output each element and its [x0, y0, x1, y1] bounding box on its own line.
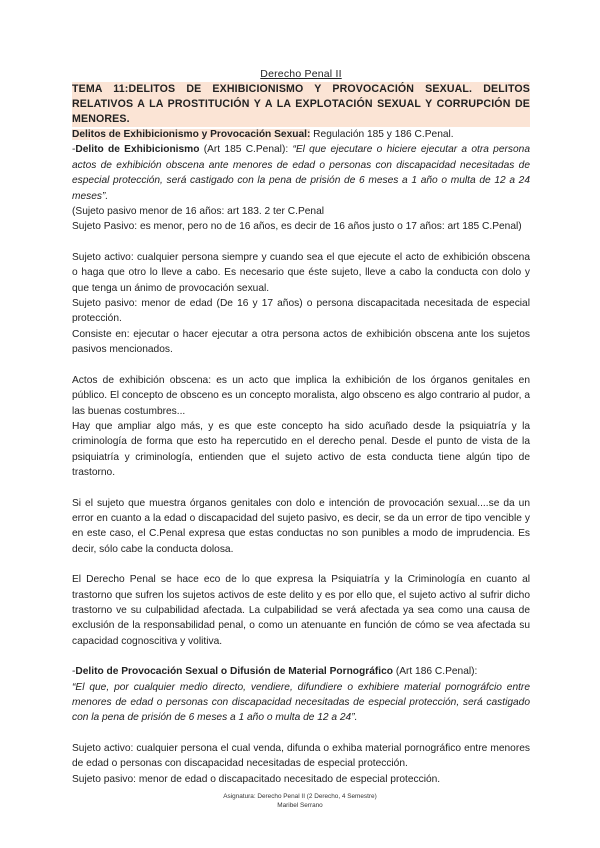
dash: -	[72, 666, 76, 678]
theme-title: TEMA 11:DELITOS DE EXHIBICIONISMO Y PROVOCACIÓN SEXUAL. DELITOS RELATIVOS A LA PROSTITUCIÓN Y A LA EXPLOTACIÓN SEXUAL Y CORRUPCIÓN DE MENORES.	[72, 83, 530, 125]
provocation-sujeto-activo: Sujeto activo: cualquier persona el cual venda, difunda o exhiba material pornográfico entre menores de edad o personas con discapacidad necesitadas de especial protección.	[72, 742, 530, 770]
footer-course: Asignatura: Derecho Penal II (2 Derecho, 4 Semestre)	[223, 793, 377, 800]
footer-author: Maribel Serrano	[277, 802, 323, 809]
exhibitionism-quote: “El que ejecutare o hiciere ejecutar a otra persona actos de exhibición obscena ante menores de edad o personas con discapacidad necesitadas de especial protección, será castigado con la pena de prisión de 6 meses a 1 año o multa de 12 a 24 meses”.	[72, 144, 530, 202]
exhibitionism-sujeto-activo: Sujeto activo: cualquier persona siempre y cuando sea el que ejecute el acto de exhibición obscena o haga que otro lo lleve a cabo. Es necesario que éste sujeto, lleve a cabo la conducta con dolo y que tenga un ánimo de provocación sexual.	[72, 251, 530, 294]
exhibitionism-article-ref: (Art 185 C.Penal):	[199, 144, 293, 156]
exhibitionism-derecho-penal: El Derecho Penal se hace eco de lo que expresa la Psiquiatría y la Criminología en cuanto al trastorno que sufren los sujetos activos de este delito y es por ello que, el sujeto activo al sufrir dicho trastorno ve su culpabilidad afectada. La culpabilidad se verá afectada ya sea como una causa de exclusión de la responsabilidad penal, o como un atenuante en función de cómo se vea afectada su capacidad cognoscitiva y volitiva.	[72, 574, 530, 647]
exhibitionism-heading: Delito de Exhibicionismo	[75, 144, 200, 156]
exhibitionism-sujeto-pasivo: Sujeto pasivo: menor de edad (De 16 y 17 años) o persona discapacitada necesitada de especial protección.	[72, 298, 530, 325]
provocation-heading: Delito de Provocación Sexual o Difusión de Material Pornográfico	[75, 666, 393, 678]
provocation-article-ref: (Art 186 C.Penal):	[392, 666, 478, 678]
page-header-title: Derecho Penal II	[260, 68, 342, 80]
provocation-quote: “El que, por cualquier medio directo, vendiere, difundiere o exhibiere material pornográfcio entre menores de edad o personas con discapacidad necesitadas de especial protección, será castigado con la pena de prisión de 6 meses a 1 año o multa de 12 a 24”.	[72, 681, 530, 724]
exhibitionism-article	[72, 142, 530, 204]
dash: -	[72, 144, 76, 156]
section-heading-rest: Regulación 185 y 186 C.Penal.	[310, 129, 454, 140]
exhibitionism-note-2: Sujeto Pasivo: es menor, pero no de 16 años, es decir de 16 años justo o 17 años: art 185 C.Penal)	[72, 221, 522, 233]
section-heading: Delitos de Exhibicionismo y Provocación Sexual:	[72, 129, 311, 140]
exhibitionism-si-el-sujeto: Si el sujeto que muestra órganos genitales con dolo e intención de provocación sexual....se da un error en cuanto a la edad o discapacidad del sujeto pasivo, es decir, se da un error de tipo vencible y en este caso, el C.Penal expresa que estas conductas no son punibles a modo de imprudencia. Es decir, sólo cabe la conducta dolosa.	[72, 497, 530, 555]
exhibitionism-hay-que: Hay que ampliar algo más, y es que este concepto ha sido acuñado desde la psiquiatría y la criminología de forma que esto ha repercutido en el derecho penal. Desde el punto de vista de la psiquiatría y criminología, entienden que el sujeto activo de esta conducta tiene algún tipo de trastorno.	[72, 420, 530, 479]
exhibitionism-actos: Actos de exhibición obscena: es un acto que implica la exhibición de los órganos genitales en público. El concepto de obsceno es un concepto moralista, algo obsceno es algo contrario al pudor, a las buenas costumbres...	[72, 374, 530, 417]
exhibitionism-note-1: (Sujeto pasivo menor de 16 años: art 183. 2 ter C.Penal	[72, 206, 325, 218]
page-footer	[0, 792, 600, 810]
provocation-article	[72, 664, 530, 679]
document-page	[72, 68, 530, 787]
exhibitionism-consiste: Consiste en: ejecutar o hacer ejecutar a otra persona actos de exhibición obscena ante los sujetos pasivos mencionados.	[72, 328, 530, 356]
section-heading-line	[72, 127, 530, 142]
provocation-sujeto-pasivo: Sujeto pasivo: menor de edad o discapacitado necesitado de especial protección.	[72, 773, 441, 785]
